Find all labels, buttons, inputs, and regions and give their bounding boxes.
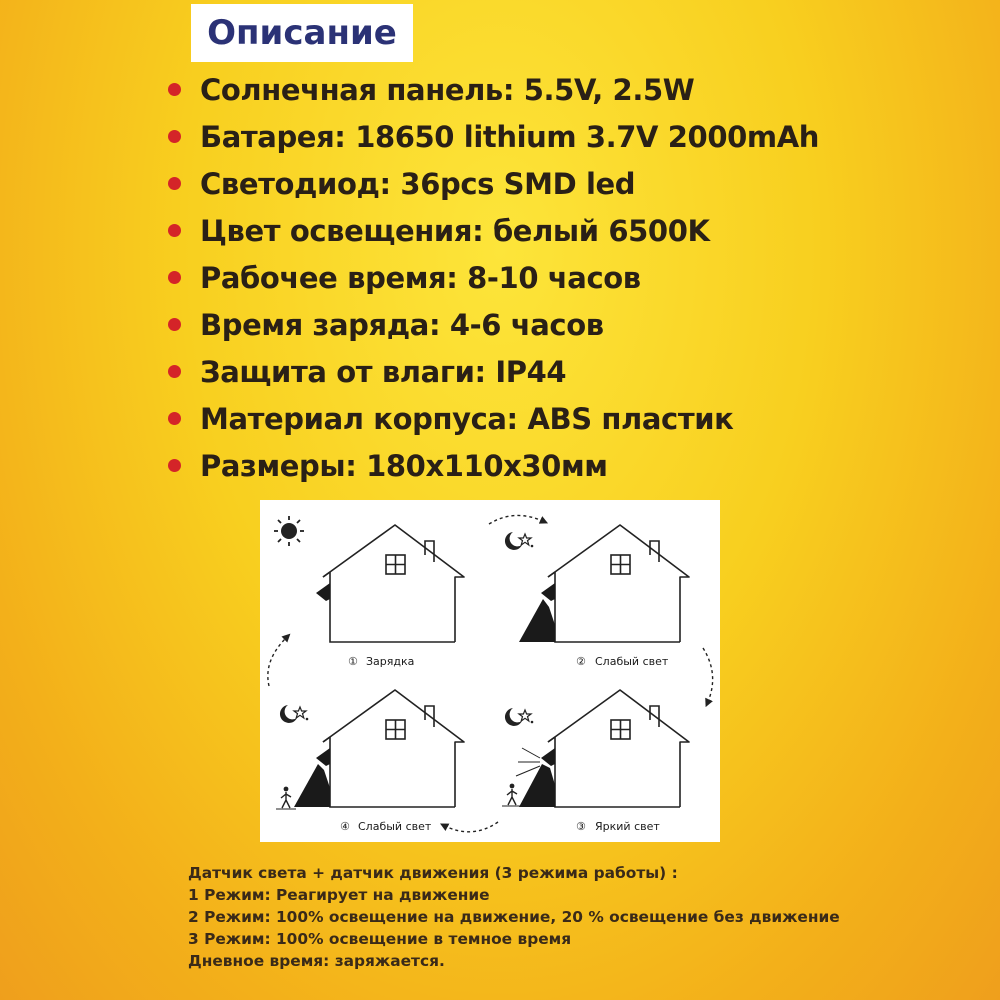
arrow-icon <box>703 648 713 704</box>
light-cone <box>519 599 555 642</box>
bullet-icon <box>168 83 181 96</box>
note-line: 2 Режим: 100% освещение на движение, 20 % освещение без движение <box>188 908 840 926</box>
spec-item <box>168 442 819 489</box>
panel-bright-light <box>502 690 689 807</box>
spec-text: Размеры: 180x110x30мм <box>200 448 608 483</box>
spec-text: Время заряда: 4-6 часов <box>200 307 604 342</box>
note-line: Датчик света + датчик движения (3 режима работы) : <box>188 864 678 882</box>
light-cone <box>294 764 330 807</box>
bullet-icon <box>168 318 181 331</box>
notes-block <box>188 862 928 972</box>
spec-item <box>168 113 819 160</box>
spec-text: Защита от влаги: IP44 <box>200 354 567 389</box>
house-icon <box>316 525 464 642</box>
caption-2 <box>576 655 669 668</box>
caption-num: ④ <box>340 820 350 833</box>
caption-1 <box>348 655 414 668</box>
bullet-icon <box>168 271 181 284</box>
arrow-icon <box>489 515 545 524</box>
spec-text: Цвет освещения: белый 6500K <box>200 213 710 248</box>
bullet-icon <box>168 412 181 425</box>
panel-weak-light <box>505 525 689 642</box>
spec-text: Светодиод: 36pcs SMD led <box>200 166 636 201</box>
spec-text: Солнечная панель: 5.5V, 2.5W <box>200 72 695 107</box>
spec-item <box>168 160 819 207</box>
caption-4 <box>340 820 432 833</box>
bullet-icon <box>168 224 181 237</box>
note-line: Дневное время: заряжается. <box>188 952 445 970</box>
cycle-arrows <box>268 515 713 831</box>
caption-num: ① <box>348 655 358 668</box>
person-icon <box>276 787 296 809</box>
motion-sensor-rays <box>516 748 540 776</box>
spec-item <box>168 395 819 442</box>
caption-num: ② <box>576 655 586 668</box>
caption-label: Зарядка <box>366 655 415 668</box>
spec-list <box>168 66 819 489</box>
moon-stars-icon <box>505 708 533 726</box>
light-cone <box>519 764 555 807</box>
caption-3 <box>576 820 660 833</box>
bullet-icon <box>168 177 181 190</box>
spec-item <box>168 66 819 113</box>
note-line: 1 Режим: Реагирует на движение <box>188 886 490 904</box>
bullet-icon <box>168 130 181 143</box>
caption-label: Слабый свет <box>358 820 432 833</box>
spec-text: Материал корпуса: ABS пластик <box>200 401 734 436</box>
spec-item <box>168 207 819 254</box>
caption-label: Слабый свет <box>595 655 669 668</box>
bullet-icon <box>168 459 181 472</box>
person-icon <box>502 784 522 806</box>
spec-item <box>168 254 819 301</box>
mode-diagram <box>260 500 720 842</box>
title-box <box>191 4 413 62</box>
spec-item <box>168 301 819 348</box>
house-icon <box>316 690 464 807</box>
panel-charging <box>274 516 464 642</box>
spec-item <box>168 348 819 395</box>
page-title: Описание <box>207 13 397 53</box>
house-icon <box>541 525 689 642</box>
arrow-icon <box>443 822 498 832</box>
spec-text: Рабочее время: 8-10 часов <box>200 260 641 295</box>
sun-icon <box>274 516 304 546</box>
bullet-icon <box>168 365 181 378</box>
moon-stars-icon <box>505 532 533 550</box>
caption-label: Яркий свет <box>595 820 660 833</box>
moon-stars-icon <box>280 705 308 723</box>
caption-num: ③ <box>576 820 586 833</box>
house-icon <box>541 690 689 807</box>
spec-text: Батарея: 18650 lithium 3.7V 2000mAh <box>200 119 820 154</box>
mode-diagram-svg <box>260 500 720 842</box>
note-line: 3 Режим: 100% освещение в темное время <box>188 930 572 948</box>
panel-weak-light-2 <box>276 690 464 809</box>
arrow-icon <box>268 636 288 686</box>
